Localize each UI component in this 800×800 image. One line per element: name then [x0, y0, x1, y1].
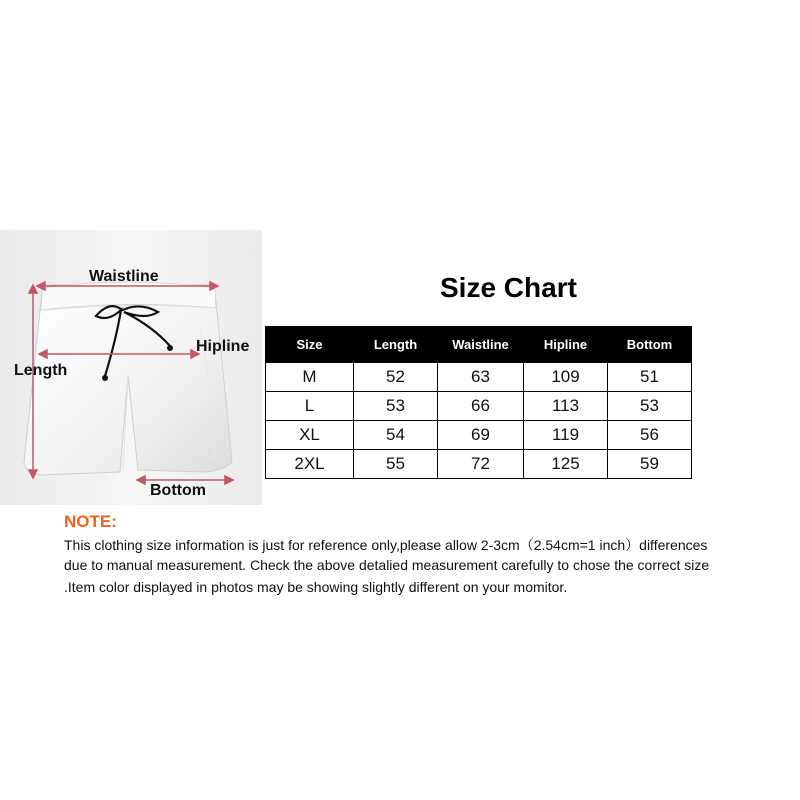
note-line: This clothing size information is just for reference only,please allow 2-3cm（2.54cm=1 inch）differences — [64, 537, 708, 553]
cell-waistline: 72 — [438, 450, 524, 479]
cell-size: XL — [266, 421, 354, 450]
note-title: NOTE: — [64, 512, 117, 531]
note-line: .Item color displayed in photos may be showing slightly different on your momitor. — [64, 579, 568, 595]
cell-size: 2XL — [266, 450, 354, 479]
cell-length: 52 — [354, 362, 438, 392]
header-length: Length — [354, 327, 438, 363]
table-row — [266, 392, 692, 421]
waistline-label: Waistline — [89, 268, 159, 285]
length-label: Length — [14, 362, 68, 379]
header-bottom: Bottom — [608, 327, 692, 363]
cell-bottom: 53 — [608, 392, 692, 421]
note-line: due to manual measurement. Check the above detalied measurement carefully to chose the correct size — [64, 557, 710, 573]
cell-bottom: 51 — [608, 362, 692, 392]
size-table — [265, 326, 692, 479]
cell-waistline: 69 — [438, 421, 524, 450]
table-header-row — [266, 327, 692, 363]
bottom-label: Bottom — [150, 482, 206, 499]
shorts-measurement-diagram — [0, 230, 262, 505]
cell-hipline: 109 — [524, 362, 608, 392]
size-chart-title: Size Chart — [440, 272, 577, 303]
cell-length: 55 — [354, 450, 438, 479]
hipline-label: Hipline — [196, 338, 250, 355]
header-waistline: Waistline — [438, 327, 524, 363]
header-hipline: Hipline — [524, 327, 608, 363]
cell-waistline: 63 — [438, 362, 524, 392]
cell-size: L — [266, 392, 354, 421]
cell-hipline: 125 — [524, 450, 608, 479]
table-row — [266, 362, 692, 392]
cell-waistline: 66 — [438, 392, 524, 421]
cell-bottom: 56 — [608, 421, 692, 450]
table-row — [266, 450, 692, 479]
cell-hipline: 113 — [524, 392, 608, 421]
cell-size: M — [266, 362, 354, 392]
header-size: Size — [266, 327, 354, 363]
cell-hipline: 119 — [524, 421, 608, 450]
cell-length: 53 — [354, 392, 438, 421]
table-row — [266, 421, 692, 450]
cell-bottom: 59 — [608, 450, 692, 479]
cell-length: 54 — [354, 421, 438, 450]
